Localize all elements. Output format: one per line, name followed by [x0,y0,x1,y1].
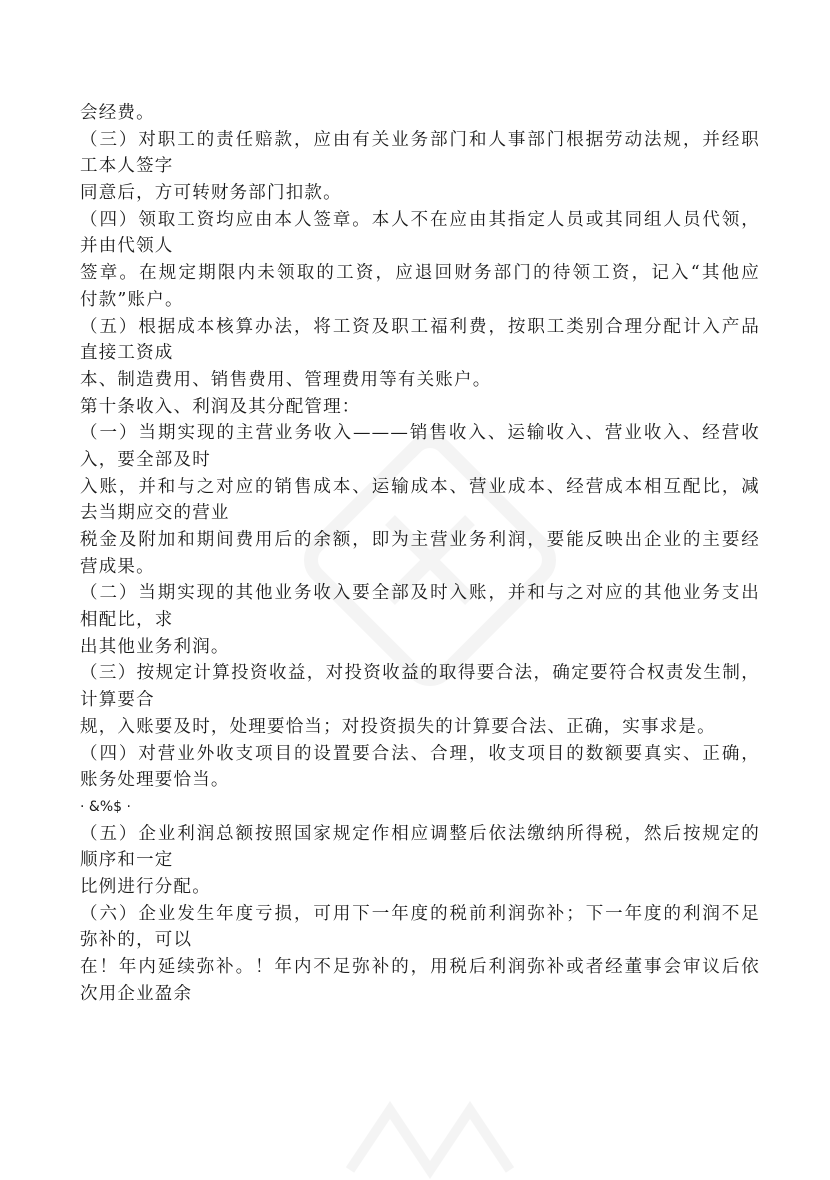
text-line: 本、制造费用、销售费用、管理费用等有关账户。 [80,369,492,390]
text-line: （一）当期实现的主营业务收入———销售收入、运输收入、营业收入、经营收 [80,423,760,444]
text-line: 在！年内延续弥补。！年内不足弥补的，用税后利润弥补或者经董事会审议后依 [80,957,760,977]
text-line: 账务处理要恰当。 [80,770,230,791]
text-line: （五）根据成本核算办法，将工资及职工福利费，按职工类别合理分配计入产品 [80,316,760,337]
text-line: 顺序和一定 [80,850,174,871]
text-line: 计算要合 [80,690,155,711]
watermark-bottom-icon [330,1090,530,1180]
text-line: 规，入账要及时，处理要恰当；对投资损失的计算要合法、正确，实事求是。 [80,716,716,737]
text-line: （三）对职工的责任赔款，应由有关业务部门和人事部门根据劳动法规，并经职 [80,129,760,150]
text-line: 入，要全部及时 [80,449,211,470]
text-line: 付款”账户。 [80,289,184,310]
text-line: 第十条收入、利润及其分配管理： [80,396,361,417]
text-line: 同意后，方可转财务部门扣款。 [80,183,342,204]
text-line: 去当期应交的营业 [80,503,230,524]
text-line: 直接工资成 [80,343,174,364]
text-line: 营成果。 [80,556,155,577]
text-line: （三）按规定计算投资收益，对投资收益的取得要合法，确定要符合权责发生制， [80,663,760,684]
text-line: 比例进行分配。 [80,876,211,897]
text-line: 工本人签字 [80,156,174,177]
text-line: 入账，并和与之对应的销售成本、运输成本、营业成本、经营成本相互配比，减 [80,476,760,497]
text-line: 税金及附加和期间费用后的余额，即为主营业务利润，要能反映出企业的主要经 [80,530,760,550]
text-line: 并由代领人 [80,236,174,257]
text-line: （二）当期实现的其他业务收入要全部及时入账，并和与之对应的其他业务支出 [80,583,760,604]
text-line: 签章。在规定期限内未领取的工资，应退回财务部门的待领工资，记入“其他应 [80,263,760,284]
text-line: 会经费。 [80,103,155,123]
text-line: 次用企业盈余 [80,983,193,1004]
document-body [80,100,760,1007]
text-line: 出其他业务利润。 [80,636,230,657]
text-line: （四）对营业外收支项目的设置要合法、合理，收支项目的数额要真实、正确， [80,743,760,764]
text-line: （四）领取工资均应由本人签章。本人不在应由其指定人员或其同组人员代领， [80,209,760,230]
footer-marker: · &%$ · [80,798,131,815]
text-line: 弥补的，可以 [80,930,193,951]
text-line: 相配比，求 [80,610,174,631]
text-line: （五）企业利润总额按照国家规定作相应调整后依法缴纳所得税，然后按规定的 [80,823,760,844]
text-line: （六）企业发生年度亏损，可用下一年度的税前利润弥补；下一年度的利润不足 [80,903,760,924]
